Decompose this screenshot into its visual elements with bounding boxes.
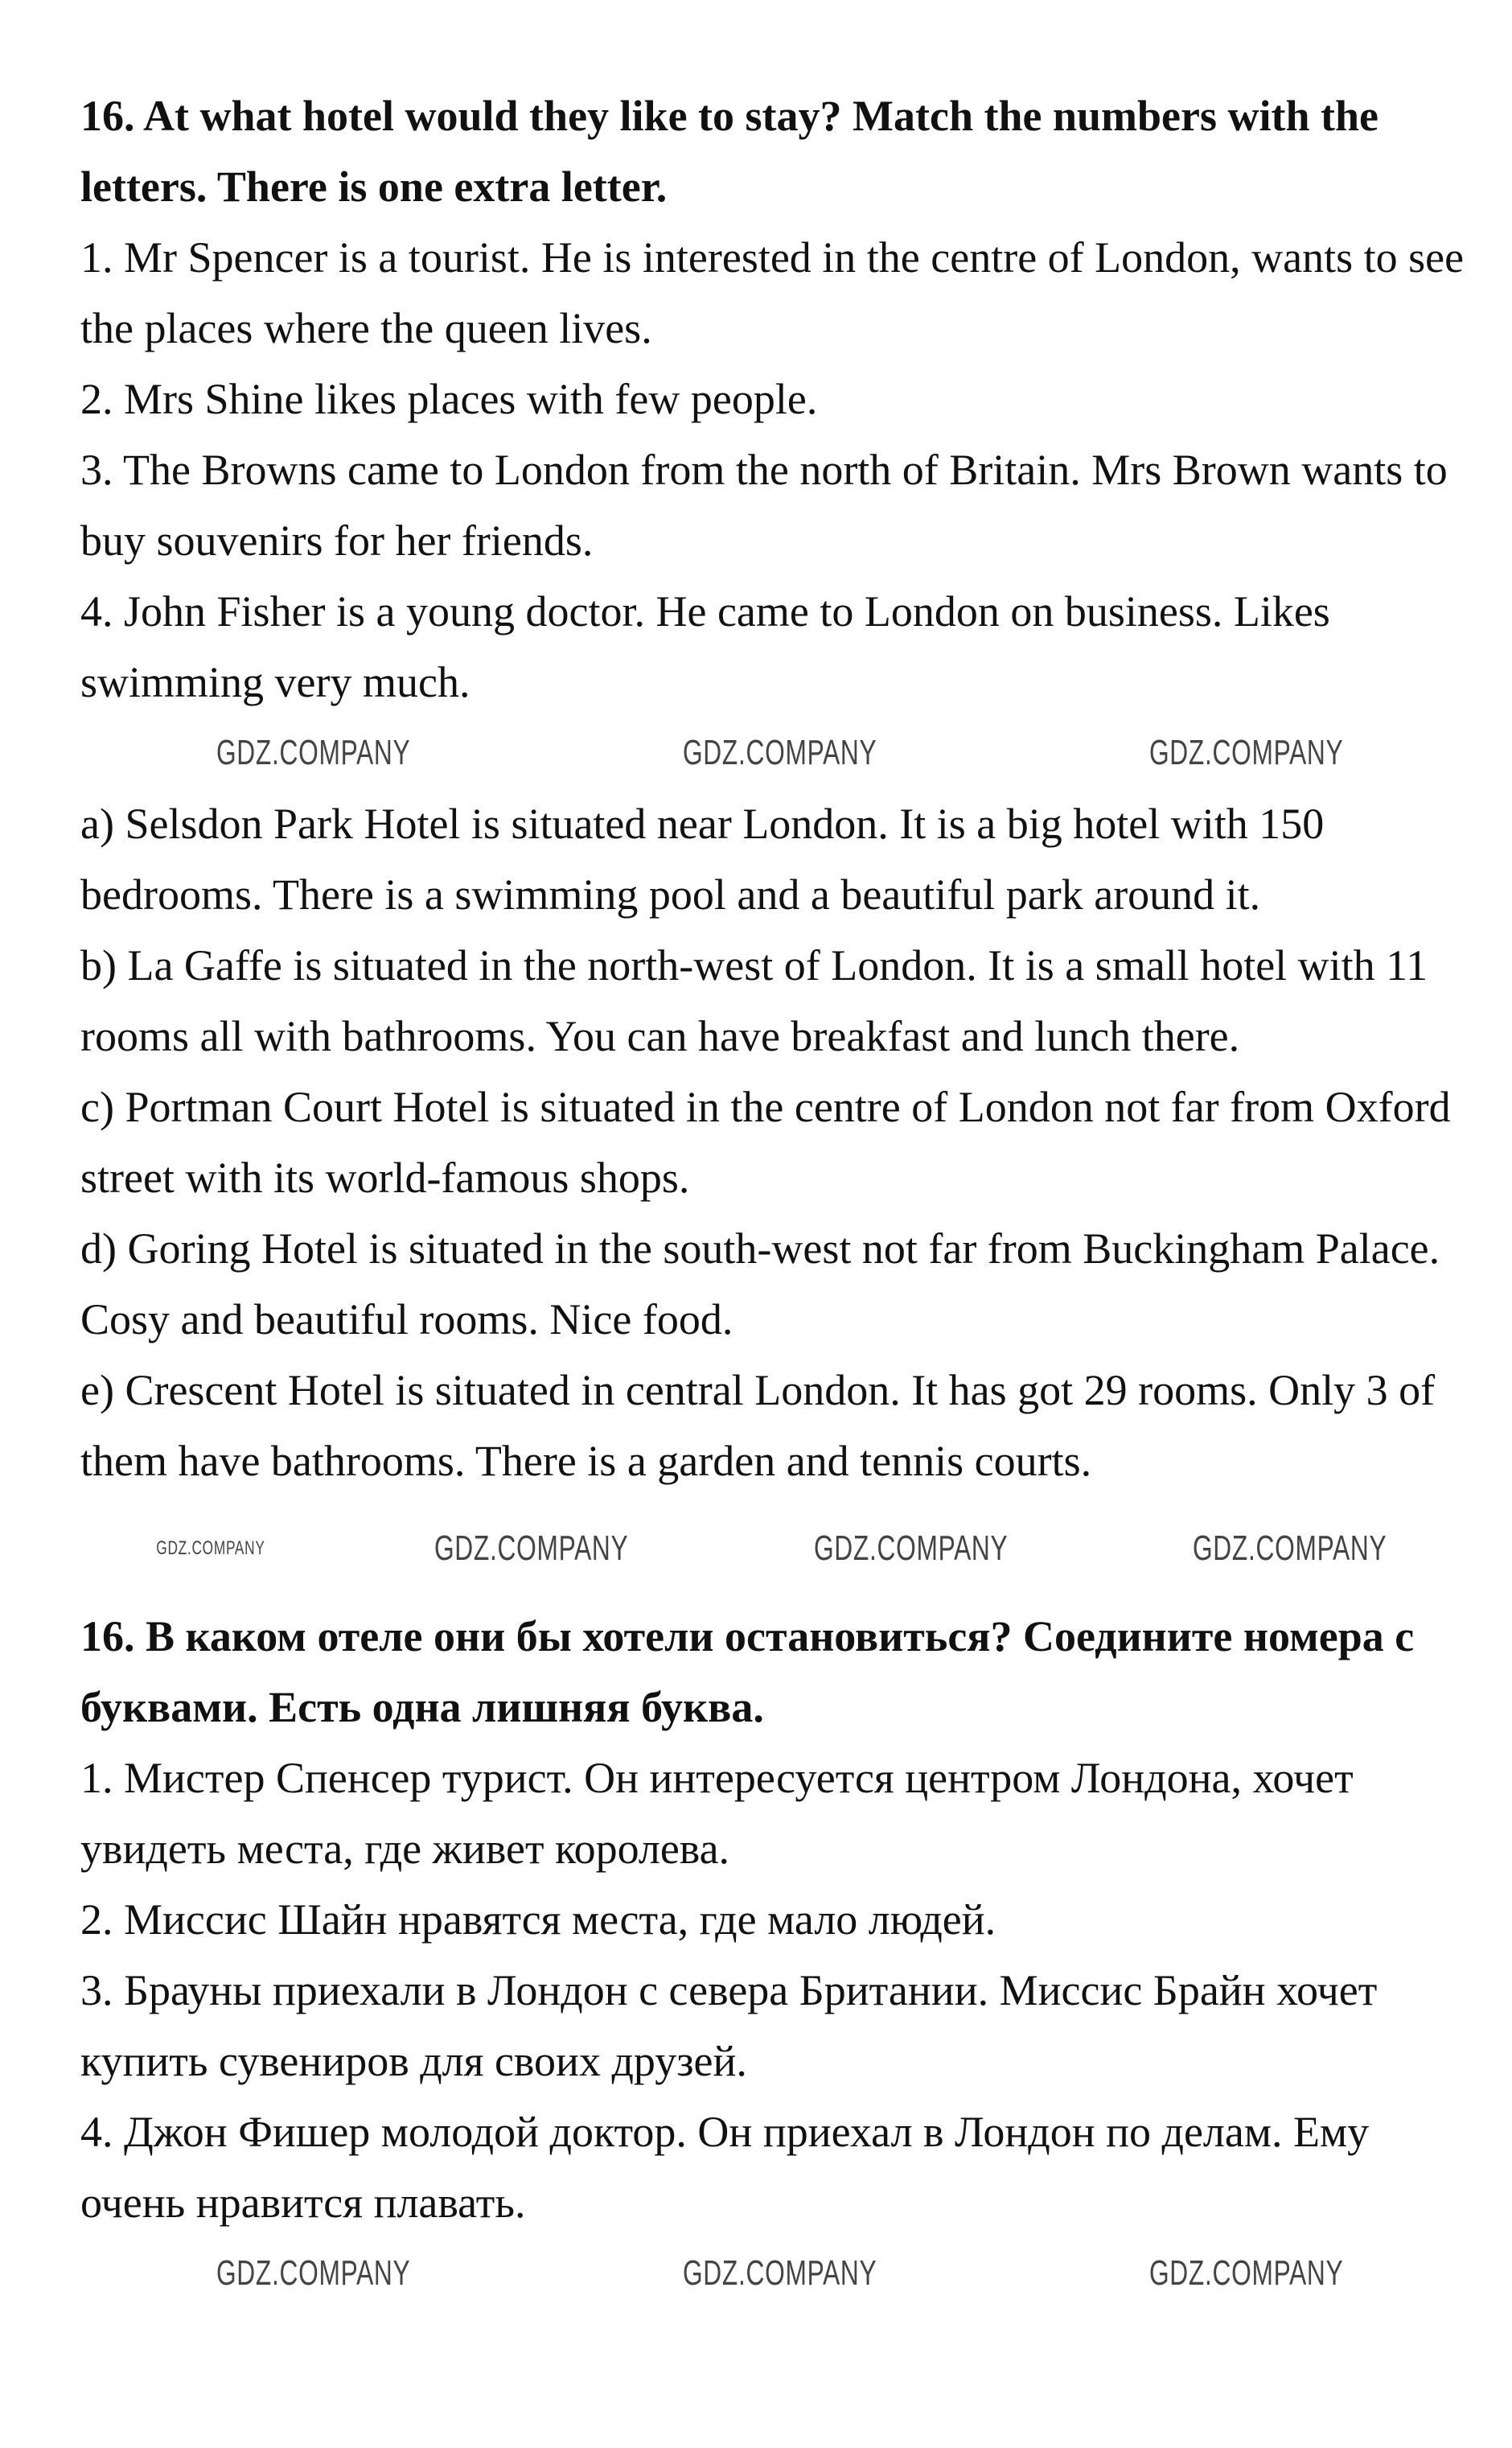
watermark: GDZ.COMPANY	[813, 1528, 1008, 1568]
hotel-a: a) Selsdon Park Hotel is situated near London. It is a big hotel with 150 bedrooms. There is a swimming pool and a beautiful park around it.	[80, 800, 1325, 919]
watermark-row	[80, 2238, 1480, 2309]
person-3: 3. The Browns came to London from the north of Britain. Mrs Brown wants to buy souvenirs for her friends.	[80, 446, 1448, 565]
watermark: GDZ.COMPANY	[433, 1528, 629, 1568]
hotel-d: d) Goring Hotel is situated in the south-west not far from Buckingham Palace. Cosy and beautiful rooms. Nice food.	[80, 1224, 1440, 1343]
person-1: 1. Mr Spencer is a tourist. He is interested in the centre of London, wants to see the places where the queen lives.	[80, 233, 1465, 352]
ru-person-1: 1. Мистер Спенсер турист. Он интересуется центром Лондона, хочет увидеть места, где живет королева.	[80, 1754, 1354, 1873]
watermark-row	[80, 1496, 1480, 1601]
ru-person-3: 3. Брауны приехали в Лондон с севера Британии. Миссис Брайн хочет купить сувениров для своих друзей.	[80, 1966, 1378, 2085]
watermark: GDZ.COMPANY	[683, 2253, 877, 2293]
watermark-row	[80, 718, 1480, 788]
watermark: GDZ.COMPANY	[1149, 2253, 1344, 2293]
ru-person-4: 4. Джон Фишер молодой доктор. Он приехал в Лондон по делам. Ему очень нравится плавать.	[80, 2108, 1370, 2227]
person-2: 2. Mrs Shine likes places with few people.	[80, 375, 818, 423]
watermark: GDZ.COMPANY	[216, 733, 411, 772]
watermark: GDZ.COMPANY	[216, 2253, 411, 2293]
hotel-b: b) La Gaffe is situated in the north-west of London. It is a small hotel with 11 rooms all with bathrooms. You can have breakfast and lunch there.	[80, 941, 1428, 1060]
russian-heading: 16. В каком отеле они бы хотели остановиться? Соедините номера с буквами. Есть одна лишняя буква.	[80, 1612, 1415, 1731]
ru-person-2: 2. Миссис Шайн нравятся места, где мало людей.	[80, 1895, 996, 1944]
hotel-c: c) Portman Court Hotel is situated in the centre of London not far from Oxford street with its world-famous shops.	[80, 1083, 1451, 1202]
english-heading: 16. At what hotel would they like to stay? Match the numbers with the letters. There is one extra letter.	[80, 92, 1378, 211]
watermark: GDZ.COMPANY	[156, 1537, 265, 1559]
hotel-e: e) Crescent Hotel is situated in central London. It has got 29 rooms. Only 3 of them have bathrooms. There is a garden and tennis courts.	[80, 1366, 1436, 1485]
watermark: GDZ.COMPANY	[683, 733, 877, 772]
watermark: GDZ.COMPANY	[1149, 733, 1344, 772]
person-4: 4. John Fisher is a young doctor. He came to London on business. Likes swimming very much.	[80, 587, 1330, 706]
document	[80, 80, 1480, 2309]
watermark: GDZ.COMPANY	[1193, 1528, 1387, 1568]
